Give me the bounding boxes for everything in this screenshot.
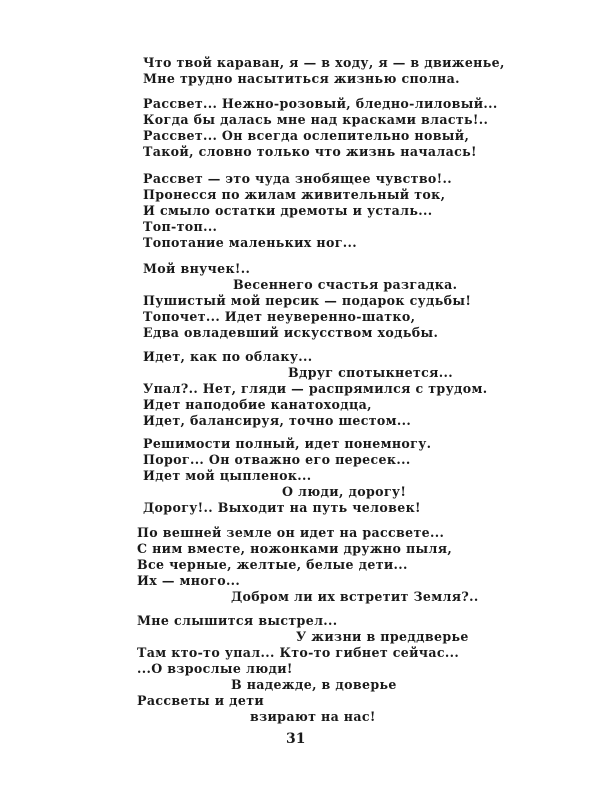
poem-line: Решимости полный, идет понемногу. bbox=[143, 436, 432, 451]
poem-line: Идет, балансируя, точно шестом... bbox=[143, 413, 412, 428]
poem-line: В надежде, в доверье bbox=[231, 677, 397, 692]
poem-line: Пронесся по жилам живительный ток, bbox=[143, 187, 446, 202]
poem-line: Едва овладевший искусством ходьбы. bbox=[143, 325, 439, 340]
poem-line: Мой внучек!.. bbox=[143, 261, 251, 276]
poem-line: Идет мой цыпленок... bbox=[143, 468, 312, 483]
poem-line: И смыло остатки дремоты и усталь... bbox=[143, 203, 433, 218]
poem-line: Порог... Он отважно его пересек... bbox=[143, 452, 411, 467]
poem-line: По вешней земле он идет на рассвете... bbox=[137, 525, 445, 540]
poem-line: взирают на нас! bbox=[250, 709, 376, 724]
poem-line: Вдруг спотыкнется... bbox=[288, 365, 453, 380]
poem-line: Что твой караван, я — в ходу, я — в движенье, bbox=[143, 55, 505, 70]
poem-line: Их — много... bbox=[137, 573, 241, 588]
poem-line: Идет, как по облаку... bbox=[143, 349, 313, 364]
poem-line: Рассвет... Он всегда ослепительно новый, bbox=[143, 128, 470, 143]
poem-line: Там кто-то упал... Кто-то гибнет сейчас... bbox=[137, 645, 460, 660]
poem-line: Когда бы далась мне над красками власть!.. bbox=[143, 112, 489, 127]
poem-line: Упал?.. Нет, гляди — распрямился с трудом. bbox=[143, 381, 488, 396]
poem-line: Мне трудно насытиться жизнью сполна. bbox=[143, 71, 460, 86]
poem-line: Топ-топ... bbox=[143, 219, 218, 234]
poem-line: Рассветы и дети bbox=[137, 693, 265, 708]
poem-line: Добром ли их встретит Земля?.. bbox=[231, 589, 479, 604]
poem-line: Идет наподобие канатоходца, bbox=[143, 397, 372, 412]
poem-line: Рассвет... Нежно-розовый, бледно-лиловый... bbox=[143, 96, 498, 111]
poem-line: Такой, словно только что жизнь началась! bbox=[143, 144, 477, 159]
poem-line: С ним вместе, ножонками дружно пыля, bbox=[137, 541, 453, 556]
poem-line: Все черные, желтые, белые дети... bbox=[137, 557, 408, 572]
poem-line: Весеннего счастья разгадка. bbox=[233, 277, 458, 292]
poem-line: Пушистый мой персик — подарок судьбы! bbox=[143, 293, 472, 308]
poem-line: Рассвет — это чуда знобящее чувство!.. bbox=[143, 171, 453, 186]
poem-line: Топотание маленьких ног... bbox=[143, 235, 357, 250]
poem-line: У жизни в преддверье bbox=[296, 629, 469, 644]
page-number: 31 bbox=[286, 731, 306, 747]
poem-line: Дорогу!.. Выходит на путь человек! bbox=[143, 500, 421, 515]
poem-line: ...О взрослые люди! bbox=[137, 661, 293, 676]
poem-line: Топочет... Идет неуверенно-шатко, bbox=[143, 309, 416, 324]
poem-line: Мне слышится выстрел... bbox=[137, 613, 338, 628]
poem-line: О люди, дорогу! bbox=[282, 484, 407, 499]
